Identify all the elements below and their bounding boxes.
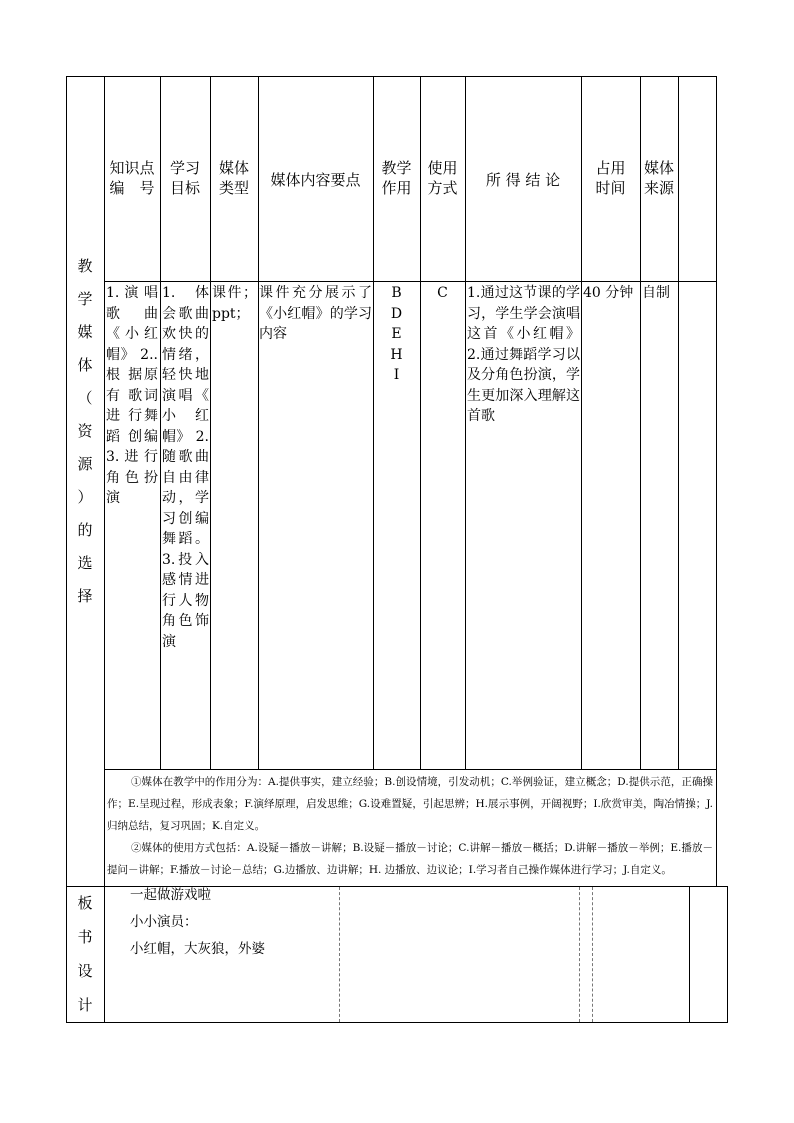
- cell-knowledge-id: 1. 演 唱歌曲《小红帽》 2..根 据原 有 歌词 进 行舞 蹈 创编 3. 进 行角 色 扮演: [106, 285, 158, 506]
- cell-learning-goal: 1. 体 会歌曲欢快的情绪，轻快地演唱《 小红帽》 2.随歌曲自由律动，学习创编舞蹈。 3.投入感情进行人物角色饰演: [162, 285, 209, 650]
- header-knowledge-id: 知识点 编 号: [109, 159, 155, 197]
- cell-usage: C: [437, 285, 448, 301]
- board-line-subtitle: 小小演员：: [130, 914, 198, 930]
- header-media-source: 媒体 来源: [643, 159, 674, 197]
- board-line-roles: 小红帽，大灰狼，外婆: [130, 941, 265, 957]
- note-teaching-role: ①媒体在教学中的作用分为：A.提供事实，建立经验；B.创设情境，引发动机；C.举例验证，建立概念；D.提供示范，正确操作；E.呈现过程，形成表象；F.演绎原理，启发思维；G.设难置疑，引起思辨；H.展示事例，开阔视野；I.欣赏审美，陶冶情操；J.归纳总结，复习巩固；K.自定义。: [107, 776, 713, 832]
- header-duration: 占用 时间: [595, 159, 626, 197]
- cell-conclusion: 1.通过这节课的学习，学生学会演唱这首《小红帽》 2.通过舞蹈学习以及分角色扮演，学生更加深入理解这首歌: [467, 285, 580, 424]
- cell-media-source: 自制: [642, 285, 670, 301]
- header-learning-goal: 学习 目标: [169, 159, 200, 197]
- header-teaching-role: 教学 作用: [381, 159, 412, 197]
- side-label-board-design: 板 书 设 计: [77, 894, 93, 1014]
- header-conclusion: 所 得 结 论: [485, 171, 561, 189]
- board-line-title: 一起做游戏啦: [130, 887, 211, 903]
- header-media-content: 媒体内容要点: [270, 171, 361, 189]
- cell-teaching-role: B D E H I: [390, 285, 403, 383]
- header-usage: 使用 方式: [427, 159, 458, 197]
- board-content: [130, 882, 335, 963]
- header-media-type: 媒体 类型: [218, 159, 249, 197]
- cell-media-type: 课件；ppt；: [212, 285, 257, 322]
- cell-duration: 40 分钟: [583, 285, 634, 301]
- side-label-media-selection: 教 学 媒 体 （ 资 源 ） 的 选 择: [77, 257, 93, 605]
- cell-media-content: 课件充分展示了《小红帽》的学习内容: [259, 285, 372, 342]
- notes-block: [107, 771, 713, 881]
- note-usage-mode: ②媒体的使用方式包括：A.设疑－播放－讲解；B.设疑－播放－讨论；C.讲解－播放－概括；D.讲解－播放－举例；E.播放－提问－讲解；F.播放－讨论－总结；G.边播放、边讲解；H. 边播放、边议论；I.学习者自己操作媒体进行学习；J.自定义。: [107, 842, 713, 876]
